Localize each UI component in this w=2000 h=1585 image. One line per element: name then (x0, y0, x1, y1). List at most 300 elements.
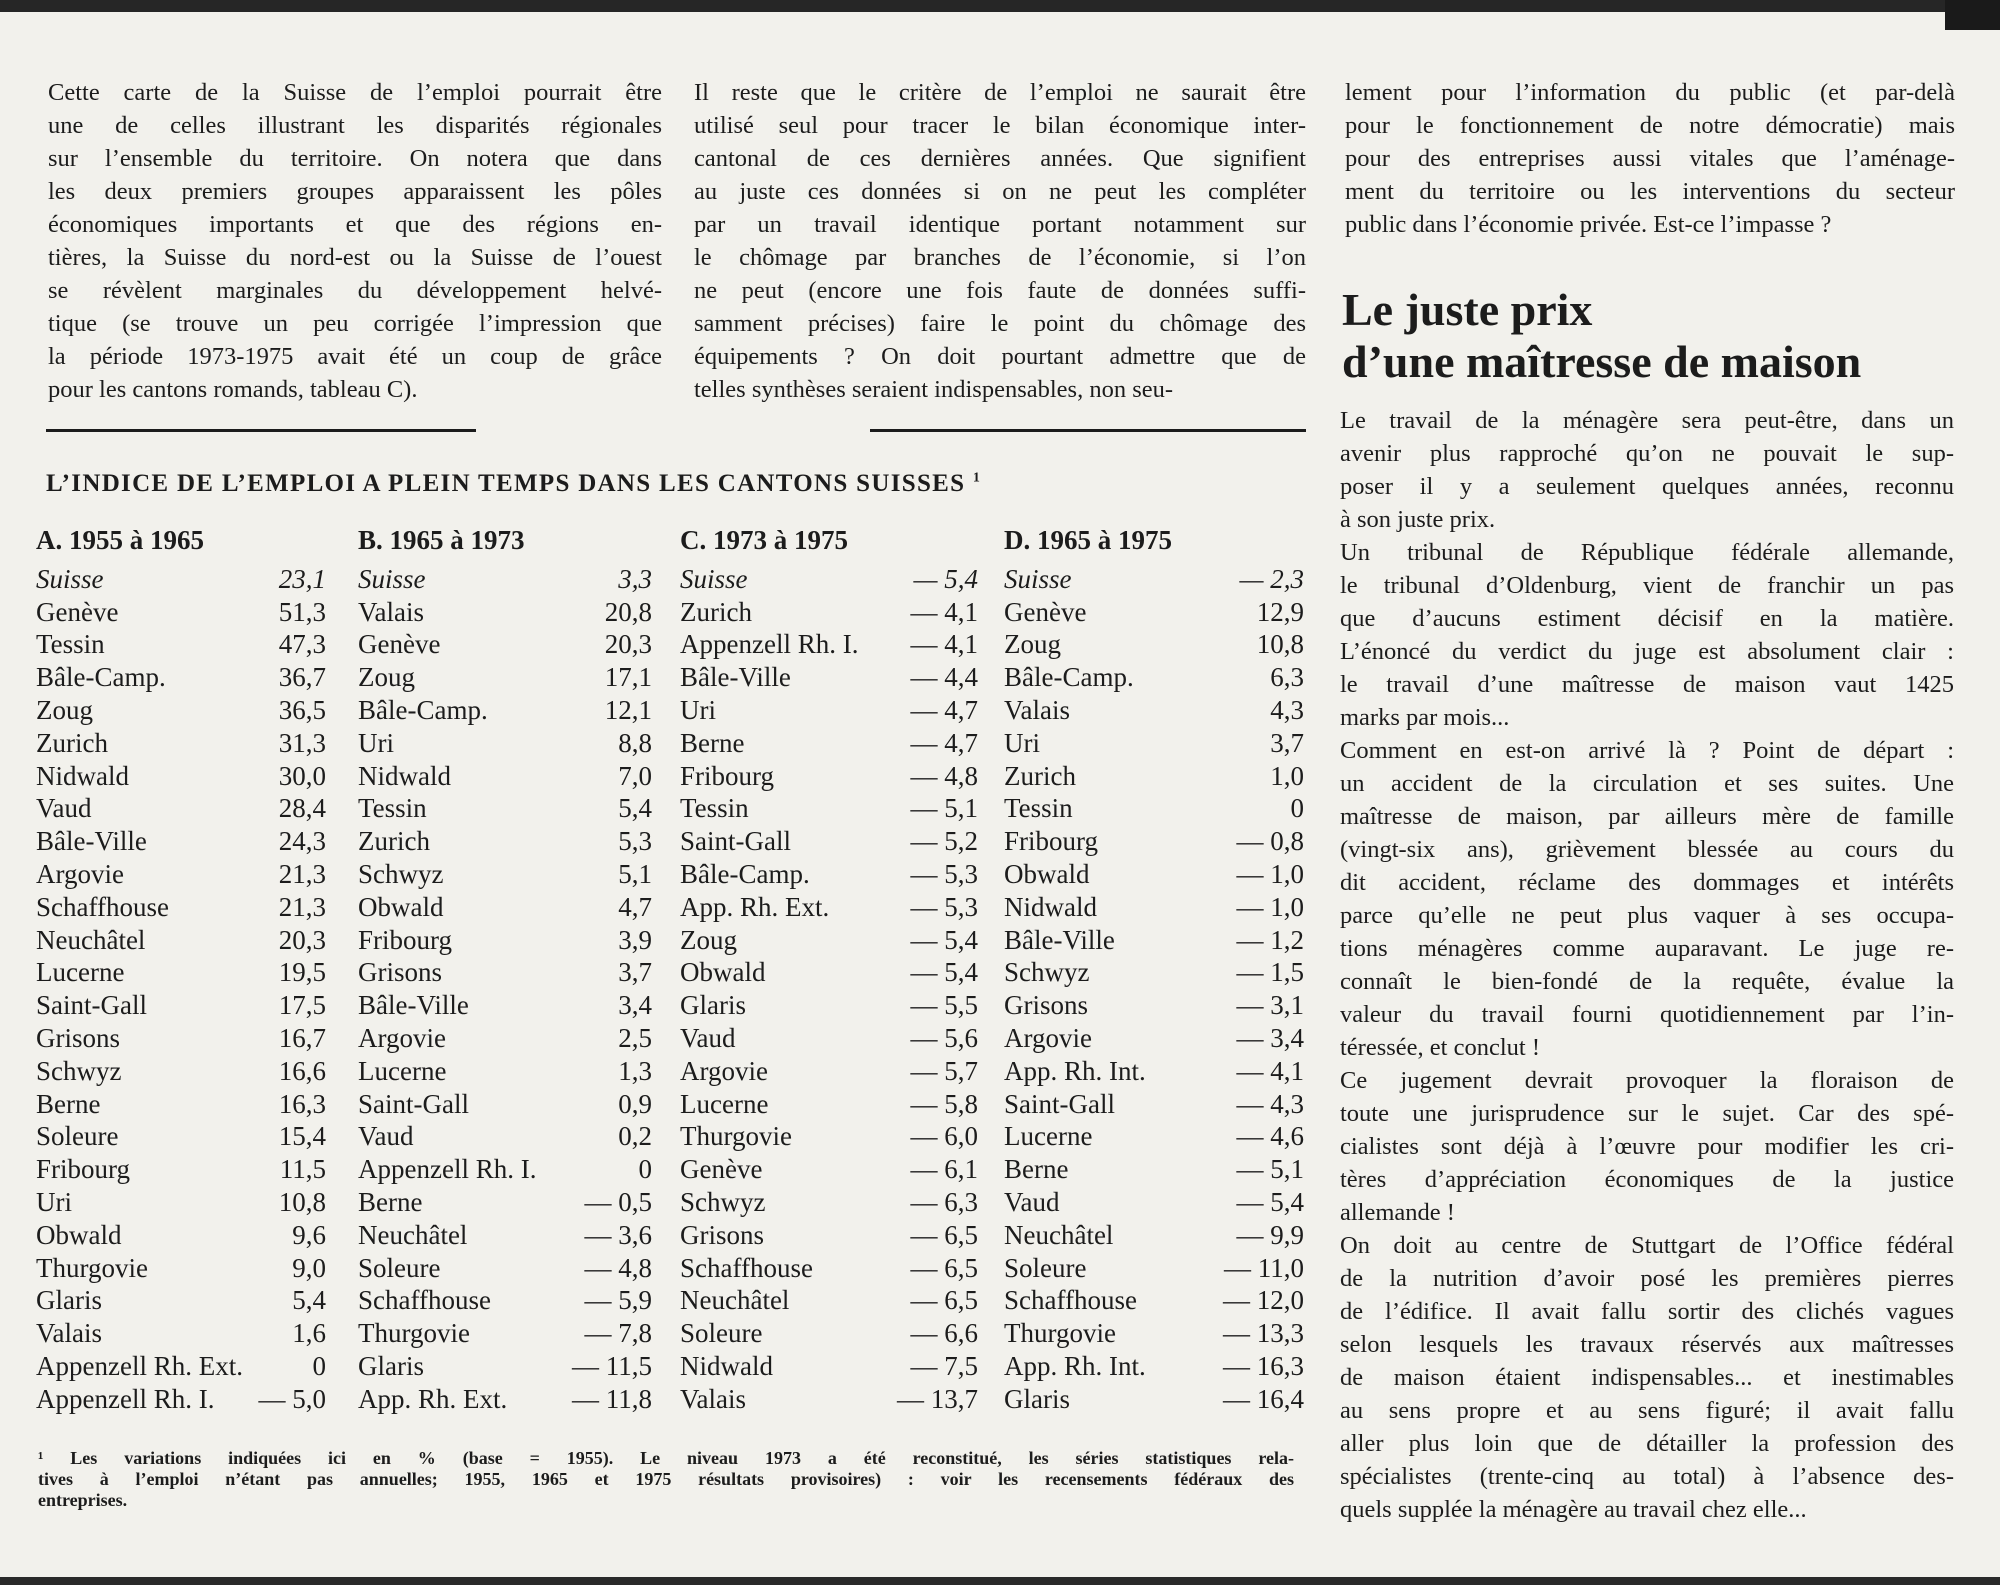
table-footnote (38, 1448, 1294, 1511)
canton-value: — 4,8 (910, 760, 978, 791)
canton-name: Lucerne (1004, 1121, 1093, 1152)
canton-name: Lucerne (36, 957, 125, 988)
table-column-heading: B. 1965 à 1973 (358, 525, 525, 555)
canton-value: 36,5 (278, 694, 326, 725)
canton-name: Berne (36, 1088, 101, 1119)
canton-value: 3,9 (618, 924, 652, 955)
table-row (1004, 628, 1304, 661)
canton-name: Bâle-Camp. (1004, 662, 1134, 693)
table-row (358, 1350, 652, 1383)
canton-name: Vaud (1004, 1186, 1060, 1217)
table-column-d (1004, 524, 1304, 1416)
canton-name: Lucerne (358, 1055, 447, 1086)
canton-name: Appenzell Rh. I. (36, 1383, 215, 1414)
text-line: On doit au centre de Stuttgart de l’Office fédéral (1340, 1232, 1954, 1259)
canton-value: — 13,7 (897, 1383, 978, 1414)
canton-value: 1,6 (292, 1318, 326, 1349)
canton-name: Thurgovie (1004, 1318, 1116, 1349)
canton-value: — 11,8 (572, 1383, 652, 1414)
canton-name: Grisons (680, 1219, 765, 1250)
canton-value: 47,3 (278, 629, 326, 660)
canton-value: — 3,6 (584, 1219, 652, 1250)
table-row (680, 989, 978, 1022)
canton-value: — 16,3 (1223, 1350, 1304, 1381)
table-row (680, 956, 978, 989)
table-row (1004, 1317, 1304, 1350)
table-row (680, 1088, 978, 1121)
canton-name: Saint-Gall (358, 1088, 469, 1119)
canton-name: Glaris (36, 1285, 102, 1316)
table-row (358, 1284, 652, 1317)
canton-value: 5,3 (618, 826, 652, 857)
table-column-c (680, 524, 978, 1416)
table-row (36, 596, 326, 629)
table-row (358, 924, 652, 957)
canton-name: Fribourg (1004, 826, 1099, 857)
canton-name: Grisons (358, 957, 443, 988)
table-row (680, 694, 978, 727)
table-row (36, 727, 326, 760)
scan-top-edge (0, 0, 2000, 12)
canton-name: Fribourg (680, 760, 775, 791)
canton-value: — 9,9 (1236, 1219, 1304, 1250)
canton-name: Argovie (358, 1022, 446, 1053)
canton-name: Zoug (680, 924, 737, 955)
canton-value: 6,3 (1270, 662, 1304, 693)
canton-name: Saint-Gall (680, 826, 791, 857)
text-line: le chômage par branches de l’économie, si l’on (694, 244, 1306, 271)
canton-value: 21,3 (278, 858, 326, 889)
canton-value: 12,1 (604, 694, 652, 725)
text-line: ne peut (encore une fois faute de données suffi- (694, 277, 1306, 304)
table-row (358, 628, 652, 661)
table-row (358, 661, 652, 694)
text-line: quels supplée la ménagère au travail chez elle... (1340, 1496, 1807, 1523)
table-row (36, 1120, 326, 1153)
table-row (1004, 760, 1304, 793)
canton-value: — 5,9 (584, 1285, 652, 1316)
canton-name: Vaud (358, 1121, 414, 1152)
text-line: valeur du travail fourni quotidiennement par l’in- (1340, 1001, 1954, 1028)
canton-name: Bâle-Ville (680, 662, 791, 693)
table-row (358, 891, 652, 924)
canton-name: Genève (36, 596, 119, 627)
table-row (36, 891, 326, 924)
table-row (680, 825, 978, 858)
table-top-rule-left (46, 429, 476, 432)
table-row (358, 563, 652, 596)
text-line: samment précises) faire le point du chômage des (694, 310, 1306, 337)
canton-value: — 5,3 (910, 891, 978, 922)
table-row (358, 1022, 652, 1055)
canton-value: 15,4 (278, 1121, 326, 1152)
table-row (36, 661, 326, 694)
table-row (358, 694, 652, 727)
table-row (358, 825, 652, 858)
canton-name: Uri (358, 727, 394, 758)
text-line: allemande ! (1340, 1199, 1455, 1226)
table-row (1004, 596, 1304, 629)
canton-value: 0 (312, 1350, 326, 1381)
table-row (1004, 989, 1304, 1022)
canton-value: 1,3 (618, 1055, 652, 1086)
canton-name: Thurgovie (680, 1121, 792, 1152)
canton-value: — 13,3 (1223, 1318, 1304, 1349)
canton-name: Vaud (680, 1022, 736, 1053)
canton-name: Glaris (1004, 1383, 1070, 1414)
canton-value: — 7,8 (584, 1318, 652, 1349)
canton-value: 5,4 (618, 793, 652, 824)
article-title-line: d’une maîtresse de maison (1342, 336, 1862, 387)
canton-value: 3,4 (618, 990, 652, 1021)
text-line: Ce jugement devrait provoquer la floraison de (1340, 1067, 1954, 1094)
canton-name: Soleure (36, 1121, 119, 1152)
canton-name: Bâle-Ville (36, 826, 147, 857)
text-line: de l’édifice. Il avait fallu sortir des clichés vagues (1340, 1298, 1954, 1325)
text-line: cantonal de ces dernières années. Que signifient (694, 145, 1306, 172)
canton-name: Neuchâtel (1004, 1219, 1114, 1250)
text-line: utilisé seul pour tracer le bilan économique inter- (694, 112, 1306, 139)
table-row (1004, 891, 1304, 924)
canton-name: Valais (1004, 694, 1070, 725)
text-line: la période 1973-1975 avait été un coup de grâce (48, 343, 662, 370)
canton-name: Schwyz (36, 1055, 122, 1086)
table-row (1004, 694, 1304, 727)
canton-value: 12,9 (1256, 596, 1304, 627)
table-title (46, 470, 981, 498)
canton-name: Obwald (358, 891, 444, 922)
table-row (680, 924, 978, 957)
canton-name: Zurich (36, 727, 108, 758)
canton-name: Suisse (680, 563, 748, 594)
canton-name: Grisons (36, 1022, 121, 1053)
canton-name: Berne (358, 1186, 423, 1217)
canton-value: 1,0 (1270, 760, 1304, 791)
canton-value: 16,6 (278, 1055, 326, 1086)
table-row (1004, 956, 1304, 989)
table-row (1004, 1022, 1304, 1055)
text-line: L’énoncé du verdict du juge est absolument clair : (1340, 638, 1954, 665)
table-row (680, 1383, 978, 1416)
table-row (358, 1186, 652, 1219)
article-paragraph (1340, 536, 1954, 734)
canton-name: Valais (680, 1383, 746, 1414)
canton-value: 4,7 (618, 891, 652, 922)
canton-value: — 5,7 (910, 1055, 978, 1086)
canton-value: 5,4 (292, 1285, 326, 1316)
canton-name: Schaffhouse (1004, 1285, 1137, 1316)
table-row (1004, 825, 1304, 858)
canton-name: Neuchâtel (680, 1285, 790, 1316)
canton-value: — 4,7 (910, 694, 978, 725)
text-line: au sens propre et au sens figuré; il avait fallu (1340, 1397, 1954, 1424)
table-row (358, 792, 652, 825)
canton-name: Obwald (36, 1219, 122, 1250)
table-row (36, 1252, 326, 1285)
canton-value: 17,5 (278, 990, 326, 1021)
canton-name: Bâle-Camp. (358, 694, 488, 725)
canton-value: 9,0 (292, 1252, 326, 1283)
canton-name: Obwald (680, 957, 766, 988)
canton-value: — 1,0 (1236, 891, 1304, 922)
canton-value: — 4,8 (584, 1252, 652, 1283)
canton-name: Fribourg (36, 1154, 131, 1185)
canton-value: 10,8 (1256, 629, 1304, 660)
table-row (36, 1317, 326, 1350)
article-paragraph (1340, 1064, 1954, 1229)
canton-name: Schaffhouse (358, 1285, 491, 1316)
table-row (1004, 563, 1304, 596)
canton-name: Saint-Gall (36, 990, 147, 1021)
table-row (36, 1284, 326, 1317)
canton-value: 20,8 (604, 596, 652, 627)
canton-value: — 5,4 (910, 924, 978, 955)
canton-value: — 5,5 (910, 990, 978, 1021)
footnote-line: tives à l’emploi n’étant pas annuelles; 1955, 1965 et 1975 résultats provisoires) : voir les recensements fédéraux des (38, 1469, 1294, 1489)
canton-value: — 1,2 (1236, 924, 1304, 955)
canton-value: 2,5 (618, 1022, 652, 1053)
canton-value: — 4,3 (1236, 1088, 1304, 1119)
canton-name: Soleure (1004, 1252, 1087, 1283)
canton-value: 16,3 (278, 1088, 326, 1119)
canton-value: — 7,5 (910, 1350, 978, 1381)
canton-name: Thurgovie (358, 1318, 470, 1349)
canton-value: — 6,5 (910, 1219, 978, 1250)
table-row (36, 858, 326, 891)
table-row (1004, 1055, 1304, 1088)
table-row (358, 1120, 652, 1153)
table-row (1004, 1186, 1304, 1219)
text-line: avenir plus rapproché qu’on ne pouvait le sup- (1340, 440, 1954, 467)
table-row (1004, 661, 1304, 694)
canton-value: 0 (1290, 793, 1304, 824)
canton-name: Appenzell Rh. Ext. (36, 1350, 243, 1381)
canton-name: Nidwald (1004, 891, 1097, 922)
canton-value: 0,9 (618, 1088, 652, 1119)
table-row (680, 1120, 978, 1153)
canton-name: Uri (680, 694, 716, 725)
scan-corner (1945, 0, 2000, 30)
table-row (36, 628, 326, 661)
canton-name: Genève (1004, 596, 1087, 627)
text-line: à son juste prix. (1340, 506, 1496, 533)
canton-value: 3,7 (618, 957, 652, 988)
canton-name: App. Rh. Ext. (358, 1383, 508, 1414)
canton-value: — 5,1 (1236, 1154, 1304, 1185)
table-column-b (358, 524, 652, 1416)
intro-column-1 (48, 76, 662, 406)
canton-name: Schwyz (1004, 957, 1090, 988)
canton-value: — 0,5 (584, 1186, 652, 1217)
text-line: de la nutrition d’avoir posé les premières pierres (1340, 1265, 1954, 1292)
canton-value: — 4,4 (910, 662, 978, 693)
text-line: dit accident, réclame des dommages et intérêts (1340, 869, 1954, 896)
text-line: le travail d’une maîtresse de maison vaut 1425 (1340, 671, 1954, 698)
canton-value: — 5,0 (258, 1383, 326, 1414)
canton-name: Bâle-Camp. (36, 662, 166, 693)
canton-value: — 1,5 (1236, 957, 1304, 988)
article-paragraph (1340, 1229, 1954, 1526)
canton-value: — 5,1 (910, 793, 978, 824)
canton-name: Soleure (680, 1318, 763, 1349)
table-row (1004, 1350, 1304, 1383)
table-row (1004, 924, 1304, 957)
text-line: pour des entreprises aussi vitales que l’aménage- (1345, 145, 1955, 172)
table-row (1004, 858, 1304, 891)
canton-name: Schaffhouse (36, 891, 169, 922)
canton-value: — 4,1 (910, 629, 978, 660)
text-line: tions ménagères comme auparavant. Le juge re- (1340, 935, 1954, 962)
table-row (1004, 1284, 1304, 1317)
canton-value: 3,3 (618, 563, 652, 594)
table-row (1004, 1153, 1304, 1186)
canton-value: 17,1 (604, 662, 652, 693)
canton-name: Schaffhouse (680, 1252, 813, 1283)
text-line: par un travail identique portant notamment sur (694, 211, 1306, 238)
canton-value: — 5,8 (910, 1088, 978, 1119)
text-line: Il reste que le critère de l’emploi ne saurait être (694, 79, 1306, 106)
text-line: pour le fonctionnement de notre démocratie) mais (1345, 112, 1955, 139)
canton-name: Nidwald (36, 760, 129, 791)
table-row (36, 1383, 326, 1416)
table-row (358, 760, 652, 793)
table-row (36, 760, 326, 793)
canton-value: 5,1 (618, 858, 652, 889)
canton-name: Nidwald (358, 760, 451, 791)
table-row (680, 792, 978, 825)
canton-value: 20,3 (278, 924, 326, 955)
canton-name: Appenzell Rh. I. (680, 629, 859, 660)
text-line: maîtresse de maison, par ailleurs mère de famille (1340, 803, 1954, 830)
table-row (680, 858, 978, 891)
table-row (680, 891, 978, 924)
table-row (36, 825, 326, 858)
canton-value: 30,0 (278, 760, 326, 791)
table-row (358, 1055, 652, 1088)
canton-name: App. Rh. Ext. (680, 891, 830, 922)
canton-name: Suisse (36, 563, 104, 594)
table-row (680, 727, 978, 760)
canton-value: 16,7 (278, 1022, 326, 1053)
table-row (358, 1383, 652, 1416)
text-line: sur l’ensemble du territoire. On notera que dans (48, 145, 662, 172)
table-row (36, 563, 326, 596)
canton-value: — 16,4 (1223, 1383, 1304, 1414)
canton-name: Suisse (358, 563, 426, 594)
table-row (36, 1153, 326, 1186)
canton-value: — 6,5 (910, 1252, 978, 1283)
table-row (358, 1088, 652, 1121)
intro-column-3 (1345, 76, 1955, 241)
text-line: Comment en est-on arrivé là ? Point de départ : (1340, 737, 1954, 764)
article-title-line: Le juste prix (1342, 284, 1593, 335)
canton-value: 21,3 (278, 891, 326, 922)
canton-name: Zoug (358, 662, 415, 693)
text-line: pour les cantons romands, tableau C). (48, 376, 418, 403)
canton-name: Neuchâtel (36, 924, 146, 955)
text-line: public dans l’économie privée. Est-ce l’impasse ? (1345, 211, 1832, 238)
canton-value: — 4,7 (910, 727, 978, 758)
canton-name: Bâle-Camp. (680, 858, 810, 889)
table-row (1004, 1383, 1304, 1416)
table-row (36, 924, 326, 957)
canton-value: — 5,6 (910, 1022, 978, 1053)
canton-value: 9,6 (292, 1219, 326, 1250)
text-line: telles synthèses seraient indispensables, non seu- (694, 376, 1174, 403)
canton-name: Thurgovie (36, 1252, 148, 1283)
canton-value: — 2,3 (1239, 563, 1304, 594)
canton-name: Zurich (358, 826, 430, 857)
text-line: cialistes sont déjà à l’œuvre pour modifier les cri- (1340, 1133, 1954, 1160)
canton-value: 51,3 (278, 596, 326, 627)
table-row (358, 956, 652, 989)
canton-name: Genève (358, 629, 441, 660)
canton-name: Genève (680, 1154, 763, 1185)
text-line: lement pour l’information du public (et par-delà (1345, 79, 1955, 106)
table-row (1004, 1252, 1304, 1285)
table-row (358, 727, 652, 760)
table-row (36, 792, 326, 825)
text-line: (vingt-six ans), grièvement blessée au cours du (1340, 836, 1954, 863)
text-line: connaît le bien-fondé de la requête, évalue la (1340, 968, 1954, 995)
canton-value: — 3,1 (1236, 990, 1304, 1021)
table-column-heading: C. 1973 à 1975 (680, 525, 848, 555)
canton-name: Bâle-Ville (358, 990, 469, 1021)
canton-value: — 5,4 (910, 957, 978, 988)
canton-name: Soleure (358, 1252, 441, 1283)
text-line: parce qu’elle ne peut plus vaquer à ses occupa- (1340, 902, 1954, 929)
text-line: spécialistes (trente-cinq au total) à l’absence des- (1340, 1463, 1954, 1490)
canton-name: Obwald (1004, 858, 1090, 889)
text-line: équipements ? On doit pourtant admettre que de (694, 343, 1306, 370)
table-row (36, 694, 326, 727)
footnote-line: ¹ Les variations indiquées ici en % (base = 1955). Le niveau 1973 a été reconstitué, les séries statistiques rela- (38, 1448, 1294, 1468)
canton-name: Zurich (1004, 760, 1076, 791)
text-line: tique (se trouve un peu corrigée l’impression que (48, 310, 662, 337)
text-line: selon lesquels les travaux réservés aux maîtresses (1340, 1331, 1954, 1358)
canton-name: Neuchâtel (358, 1219, 468, 1250)
text-line: Le travail de la ménagère sera peut-être, dans un (1340, 407, 1954, 434)
table-column-heading: A. 1955 à 1965 (36, 525, 204, 555)
canton-name: Saint-Gall (1004, 1088, 1115, 1119)
canton-value: — 5,4 (913, 563, 978, 594)
canton-value: 7,0 (618, 760, 652, 791)
table-row (36, 1219, 326, 1252)
text-line: Un tribunal de République fédérale allemande, (1340, 539, 1954, 566)
canton-value: 0,2 (618, 1121, 652, 1152)
canton-name: Glaris (680, 990, 746, 1021)
table-row (358, 596, 652, 629)
canton-name: Nidwald (680, 1350, 773, 1381)
canton-value: 24,3 (278, 826, 326, 857)
table-row (680, 1186, 978, 1219)
text-line: poser il y a seulement quelques années, reconnu (1340, 473, 1954, 500)
text-line: de maison étaient indispensables... et inestimables (1340, 1364, 1954, 1391)
text-line: marks par mois... (1340, 704, 1510, 731)
scan-bottom-edge (0, 1577, 2000, 1585)
canton-value: — 3,4 (1236, 1022, 1304, 1053)
table-column-heading: D. 1965 à 1975 (1004, 525, 1172, 555)
table-top-rule-right (870, 429, 1306, 432)
text-line: que d’aucuns estiment décisif en la matière. (1340, 605, 1954, 632)
canton-name: Zoug (1004, 629, 1061, 660)
canton-value: 31,3 (278, 727, 326, 758)
table-row (1004, 727, 1304, 760)
text-line: se révèlent marginales du développement helvé- (48, 277, 662, 304)
canton-name: Glaris (358, 1350, 424, 1381)
table-row (358, 1252, 652, 1285)
table-row (36, 956, 326, 989)
